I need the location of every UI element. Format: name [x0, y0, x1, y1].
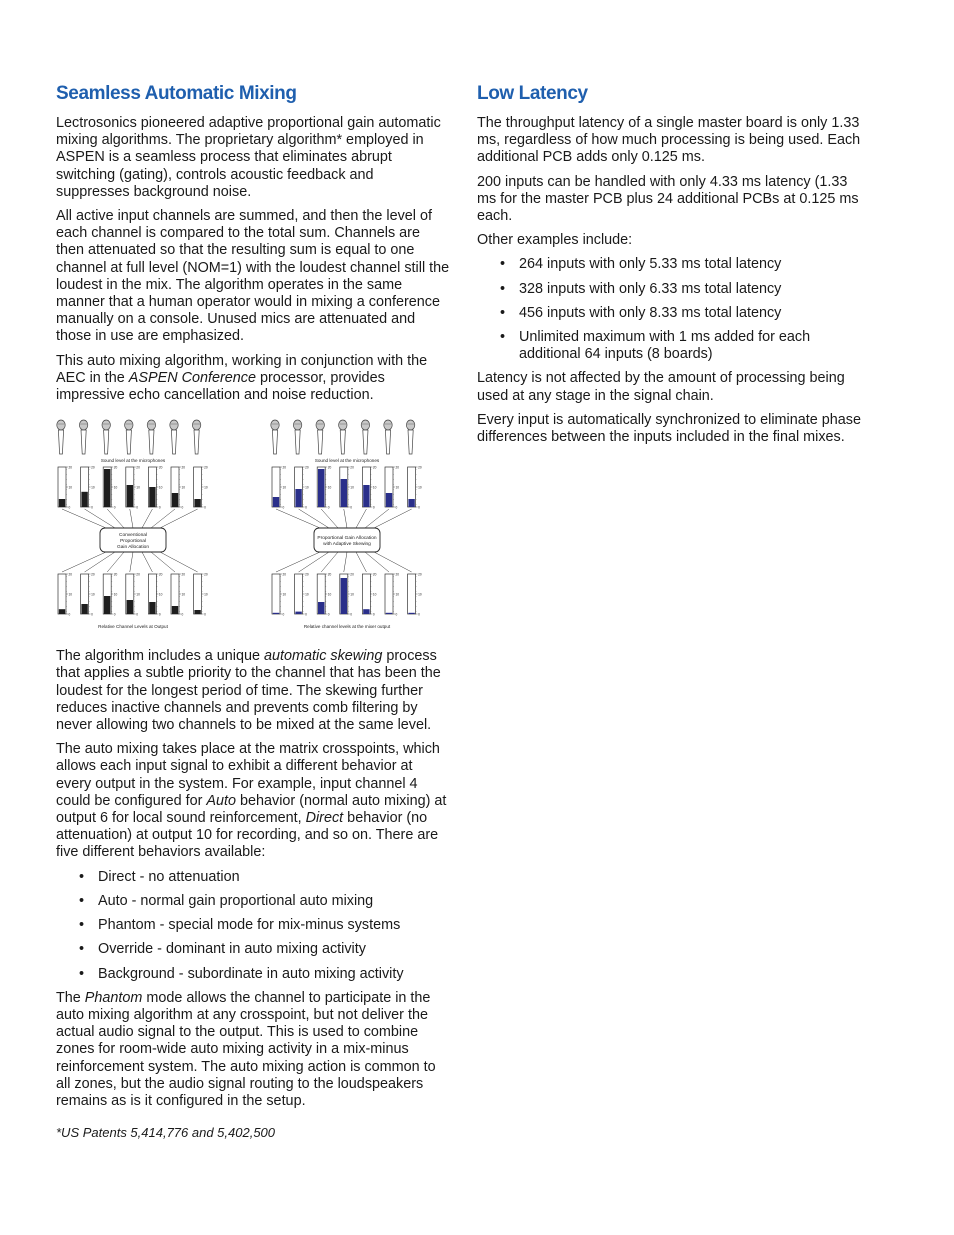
mic-head	[79, 420, 87, 430]
mic-head	[147, 420, 155, 430]
microphone-icon	[406, 420, 414, 454]
meter-frame	[194, 574, 202, 614]
meter-bar	[194, 610, 200, 614]
connector-line	[321, 509, 338, 528]
meter-tick-label: 20	[395, 572, 400, 577]
meter-tick-label: 0	[305, 612, 307, 617]
diagram-panel-1	[57, 420, 208, 629]
meter-frame	[58, 574, 66, 614]
meter-tick-label: 0	[113, 612, 116, 617]
meter-tick-label: 10	[305, 592, 309, 597]
microphone-icon	[192, 420, 200, 454]
meter-bar	[341, 479, 347, 507]
meter-bar	[59, 609, 65, 614]
connector-line	[130, 552, 133, 572]
meter-tick-label: 10	[181, 592, 186, 597]
meter-tick-label: 10	[305, 485, 309, 490]
mic-head	[339, 420, 347, 430]
list-item: • Auto - normal gain proportional auto mixing	[56, 893, 450, 910]
connector-line	[356, 509, 366, 528]
meter-tick-label: 10	[158, 485, 163, 490]
meter-tick-label: 10	[136, 592, 140, 597]
output-meter-row	[58, 573, 208, 617]
meter-bar	[104, 596, 110, 614]
connector-line	[356, 552, 366, 572]
meter-bar	[386, 493, 392, 507]
connector-line	[365, 509, 389, 528]
meter-tick-label: 20	[136, 572, 140, 577]
meter-tick-label: 20	[327, 465, 332, 470]
meter-tick-label: 0	[350, 505, 353, 510]
meter-tick-label: 20	[350, 572, 354, 577]
footnote: *US Patents 5,414,776 and 5,402,500	[56, 1125, 276, 1141]
paragraph: 200 inputs can be handled with only 4.33 ms latency (1.33 ms for the master PCB plus 24 additional PCBs at 0.125 ms each.	[477, 173, 859, 225]
meter-tick-label: 20	[372, 465, 377, 470]
mic-body	[363, 430, 368, 454]
mic-head	[102, 420, 110, 430]
meter-tick-label: 20	[91, 572, 95, 577]
meter-tick-label: 10	[282, 592, 287, 597]
meter-tick-label: 10	[91, 592, 95, 597]
latency-examples-list	[477, 256, 869, 363]
mic-body	[194, 430, 199, 454]
meter-bar	[149, 602, 155, 614]
meter-tick-label: 0	[282, 612, 285, 617]
connector-line	[160, 552, 198, 572]
meter-bar	[408, 613, 414, 614]
meter-bar	[59, 499, 65, 507]
gain-allocation-box-label: Conventional	[118, 533, 148, 539]
meter-bar	[318, 469, 324, 507]
diagram-panel-2	[271, 420, 422, 629]
mic-body	[104, 430, 109, 454]
meter-tick-label: 10	[372, 592, 377, 597]
connector-line	[374, 509, 412, 528]
section-heading: Low Latency	[477, 83, 588, 104]
mic-head	[57, 420, 65, 430]
list-item: • 328 inputs with only 6.33 ms total latency	[477, 281, 869, 298]
meter-tick-label: 10	[327, 592, 332, 597]
meter-tick-label: 20	[204, 572, 208, 577]
paragraph: The algorithm includes a unique automatic skewing process that applies a subtle priority to the channel that has been the loudest for the longest period of time. The skewing further reduces inactive channels and prevents comb filtering by never allowing two channels to be mixed at the same level.	[56, 648, 441, 734]
meter-tick-label: 20	[282, 572, 287, 577]
connector-line	[107, 552, 124, 572]
list-item: • Override - dominant in auto mixing activity	[56, 941, 450, 958]
meter-tick-label: 20	[327, 572, 332, 577]
meter-tick-label: 10	[158, 592, 163, 597]
paragraph: The throughput latency of a single master board is only 1.33 ms, regardless of how much processing is being used. Each additional PCB adds only 0.125 ms.	[477, 115, 861, 166]
meter-bar	[127, 485, 133, 507]
meter-tick-label: 20	[158, 465, 163, 470]
meter-tick-label: 0	[204, 505, 206, 510]
diagram-bottom-label: Relative channel levels at the mixer output	[303, 624, 391, 630]
connector-line	[151, 552, 175, 572]
list-item: • Background - subordinate in auto mixing activity	[56, 966, 450, 983]
diagram-bottom-label: Relative Channel Levels at Output	[98, 624, 168, 630]
meter-tick-label: 10	[350, 485, 354, 490]
mic-body	[272, 430, 277, 454]
meter-tick-label: 0	[305, 505, 307, 510]
meter-tick-label: 0	[372, 505, 375, 510]
microphone-icon	[384, 420, 392, 454]
connector-line	[344, 509, 347, 528]
left-column	[56, 82, 450, 1148]
meter-frame	[295, 574, 303, 614]
connector-line	[365, 552, 389, 572]
meter-bar	[149, 487, 155, 507]
connector-line	[142, 509, 152, 528]
meter-tick-label: 20	[305, 572, 309, 577]
meter-tick-label: 20	[282, 465, 287, 470]
meter-tick-label: 10	[136, 485, 140, 490]
meter-tick-label: 10	[327, 485, 332, 490]
connector-line	[142, 552, 152, 572]
meter-bar	[273, 497, 279, 507]
input-meter-row	[272, 466, 422, 510]
paragraph: The Phantom mode allows the channel to participate in the auto mixing algorithm at any crosspoint, but not deliver the actual audio signal to the output. This is used to combine zones for room-wide auto mixing activity in a mix-minus reinforcement system. The auto mixing action is common to all zones, but the audio signal routing to the loudspeakers remains as is it configured in the setup.	[56, 989, 436, 1109]
mic-body	[126, 430, 131, 454]
right-column	[477, 82, 869, 453]
meter-bar	[318, 602, 324, 614]
meter-tick-label: 20	[158, 572, 163, 577]
meter-bar	[363, 609, 369, 614]
meter-frame	[272, 574, 280, 614]
meter-tick-label: 20	[113, 465, 118, 470]
meter-tick-label: 20	[418, 465, 422, 470]
meter-tick-label: 10	[418, 485, 422, 490]
meter-bar	[295, 489, 301, 507]
meter-tick-label: 10	[113, 592, 118, 597]
meter-tick-label: 10	[204, 592, 208, 597]
meter-tick-label: 0	[327, 612, 330, 617]
meter-tick-label: 20	[68, 572, 73, 577]
meter-tick-label: 10	[418, 592, 422, 597]
meter-tick-label: 0	[204, 612, 206, 617]
automixing-diagram	[56, 418, 450, 636]
meter-bar	[172, 493, 178, 507]
meter-frame	[408, 574, 416, 614]
meter-tick-label: 10	[372, 485, 377, 490]
meter-tick-label: 0	[91, 505, 93, 510]
meter-tick-label: 0	[350, 612, 353, 617]
diagram-top-label: Sound level at the microphones	[100, 458, 166, 464]
meter-tick-label: 0	[327, 505, 330, 510]
diagram-top-label: Sound level at the microphones	[314, 458, 380, 464]
meter-tick-label: 0	[181, 612, 184, 617]
meter-bar	[194, 499, 200, 507]
gain-allocation-box-label: with Adaptive Skewing	[323, 542, 371, 548]
meter-bar	[341, 578, 347, 614]
meter-tick-label: 0	[395, 505, 398, 510]
input-meter-row	[58, 466, 208, 510]
connector-line	[151, 509, 175, 528]
meter-tick-label: 20	[350, 465, 354, 470]
meter-tick-label: 0	[418, 505, 420, 510]
meter-tick-label: 20	[113, 572, 118, 577]
meter-tick-label: 20	[372, 572, 377, 577]
paragraph: Latency is not affected by the amount of processing being used at any stage in the signal chain.	[477, 370, 845, 404]
mic-head	[406, 420, 414, 430]
meter-tick-label: 0	[113, 505, 116, 510]
meter-tick-label: 0	[91, 612, 93, 617]
mic-body	[149, 430, 154, 454]
meter-tick-label: 10	[68, 592, 73, 597]
meter-bar	[273, 613, 279, 614]
connector-line	[160, 509, 198, 528]
mic-body	[295, 430, 300, 454]
mic-body	[81, 430, 86, 454]
meter-tick-label: 20	[91, 465, 95, 470]
connector-line	[374, 552, 412, 572]
meter-bar	[127, 600, 133, 614]
meter-tick-label: 10	[113, 485, 118, 490]
meter-tick-label: 20	[418, 572, 422, 577]
meter-tick-label: 20	[395, 465, 400, 470]
paragraph: All active input channels are summed, and then the level of each channel is compared to the total sum. Channels are then attenuated so that the resulting sum is equal to one channel at full level (NOM=1) with the loudest channel still the loudest in the mix. The algorithm operates in the same manner that a human operator would in mixing a conference manually on a console. Unused mics are attenuated and those in use are emphasized.	[56, 208, 450, 345]
microphone-icon	[57, 420, 65, 454]
meter-tick-label: 0	[136, 612, 139, 617]
microphone-icon	[147, 420, 155, 454]
meter-tick-label: 10	[350, 592, 354, 597]
meter-tick-label: 10	[68, 485, 73, 490]
gain-allocation-box-label: Proportional	[120, 539, 146, 545]
meter-tick-label: 0	[181, 505, 184, 510]
list-item: • Phantom - special mode for mix-minus systems	[56, 917, 450, 934]
meter-tick-label: 20	[305, 465, 309, 470]
meter-bar	[295, 612, 301, 614]
mic-head	[384, 420, 392, 430]
meter-tick-label: 0	[136, 505, 139, 510]
meter-bar	[363, 485, 369, 507]
paragraph: This auto mixing algorithm, working in conjunction with the AEC in the ASPEN Conference processor, provides impressive echo cancellation and noise reduction.	[56, 352, 428, 404]
paragraph: The auto mixing takes place at the matrix crosspoints, which allows each input signal to exhibit a different behavior at every output in the system. For example, input channel 4 could be configured for Auto behavior (normal auto mixing) at output 6 for local sound reinforcement, Direct behavior (no attenuation) at output 10 for recording, and so on. There are five different behaviors available:	[56, 741, 447, 861]
mic-body	[385, 430, 390, 454]
mic-head	[361, 420, 369, 430]
mic-head	[316, 420, 324, 430]
microphone-icon	[170, 420, 178, 454]
microphone-icon	[361, 420, 369, 454]
meter-tick-label: 0	[68, 505, 71, 510]
meter-tick-label: 20	[68, 465, 73, 470]
list-item: • 456 inputs with only 8.33 ms total latency	[477, 305, 869, 322]
meter-tick-label: 0	[68, 612, 71, 617]
meter-tick-label: 0	[372, 612, 375, 617]
meter-tick-label: 0	[158, 505, 161, 510]
mic-head	[170, 420, 178, 430]
microphone-icon	[125, 420, 133, 454]
mic-body	[318, 430, 323, 454]
connector-line	[107, 509, 124, 528]
gain-allocation-box-label: Gain Allocation	[117, 545, 149, 551]
section-heading: Seamless Automatic Mixing	[56, 83, 297, 104]
meter-tick-label: 10	[395, 485, 400, 490]
meter-bar	[81, 492, 87, 507]
meter-tick-label: 10	[395, 592, 400, 597]
list-item: • 264 inputs with only 5.33 ms total latency	[477, 256, 869, 273]
meter-tick-label: 0	[395, 612, 398, 617]
mic-body	[340, 430, 345, 454]
mic-body	[408, 430, 413, 454]
meter-tick-label: 0	[282, 505, 285, 510]
paragraph: Every input is automatically synchronized to eliminate phase differences between the inputs included in the final mixes.	[477, 411, 861, 446]
meter-frame	[362, 574, 370, 614]
paragraph: Other examples include:	[477, 232, 633, 249]
meter-tick-label: 20	[181, 465, 186, 470]
meter-frame	[385, 574, 393, 614]
paragraph: Lectrosonics pioneered adaptive proportional gain automatic mixing algorithms. The proprietary algorithm* employed in ASPEN is a seamless process that eliminates abrupt switching (gating), controls acoustic feedback and suppresses background noise.	[56, 115, 441, 200]
microphone-icon	[271, 420, 279, 454]
meter-bar	[408, 499, 414, 507]
gain-allocation-box-label: Proportional Gain Allocation	[317, 536, 377, 542]
output-meter-row	[272, 573, 422, 617]
list-item: • Unlimited maximum with 1 ms added for each additional 64 inputs (8 boards)	[477, 329, 869, 363]
meter-bar	[104, 469, 110, 507]
mic-head	[125, 420, 133, 430]
meter-tick-label: 0	[418, 612, 420, 617]
meter-tick-label: 10	[181, 485, 186, 490]
meter-tick-label: 20	[204, 465, 208, 470]
meter-bar	[81, 604, 87, 614]
mic-body	[171, 430, 176, 454]
microphone-icon	[339, 420, 347, 454]
microphone-icon	[102, 420, 110, 454]
meter-tick-label: 10	[204, 485, 208, 490]
mic-head	[293, 420, 301, 430]
meter-bar	[386, 613, 392, 614]
microphone-icon	[293, 420, 301, 454]
mic-body	[58, 430, 63, 454]
meter-tick-label: 10	[91, 485, 95, 490]
mic-head	[192, 420, 200, 430]
meter-tick-label: 10	[282, 485, 287, 490]
meter-tick-label: 20	[136, 465, 140, 470]
meter-bar	[172, 606, 178, 614]
meter-tick-label: 20	[181, 572, 186, 577]
microphone-icon	[79, 420, 87, 454]
list-item: • Direct - no attenuation	[56, 869, 450, 886]
meter-tick-label: 0	[158, 612, 161, 617]
connector-line	[130, 509, 133, 528]
mic-head	[271, 420, 279, 430]
connector-line	[344, 552, 347, 572]
connector-line	[321, 552, 338, 572]
microphone-icon	[316, 420, 324, 454]
behavior-list	[56, 869, 450, 983]
